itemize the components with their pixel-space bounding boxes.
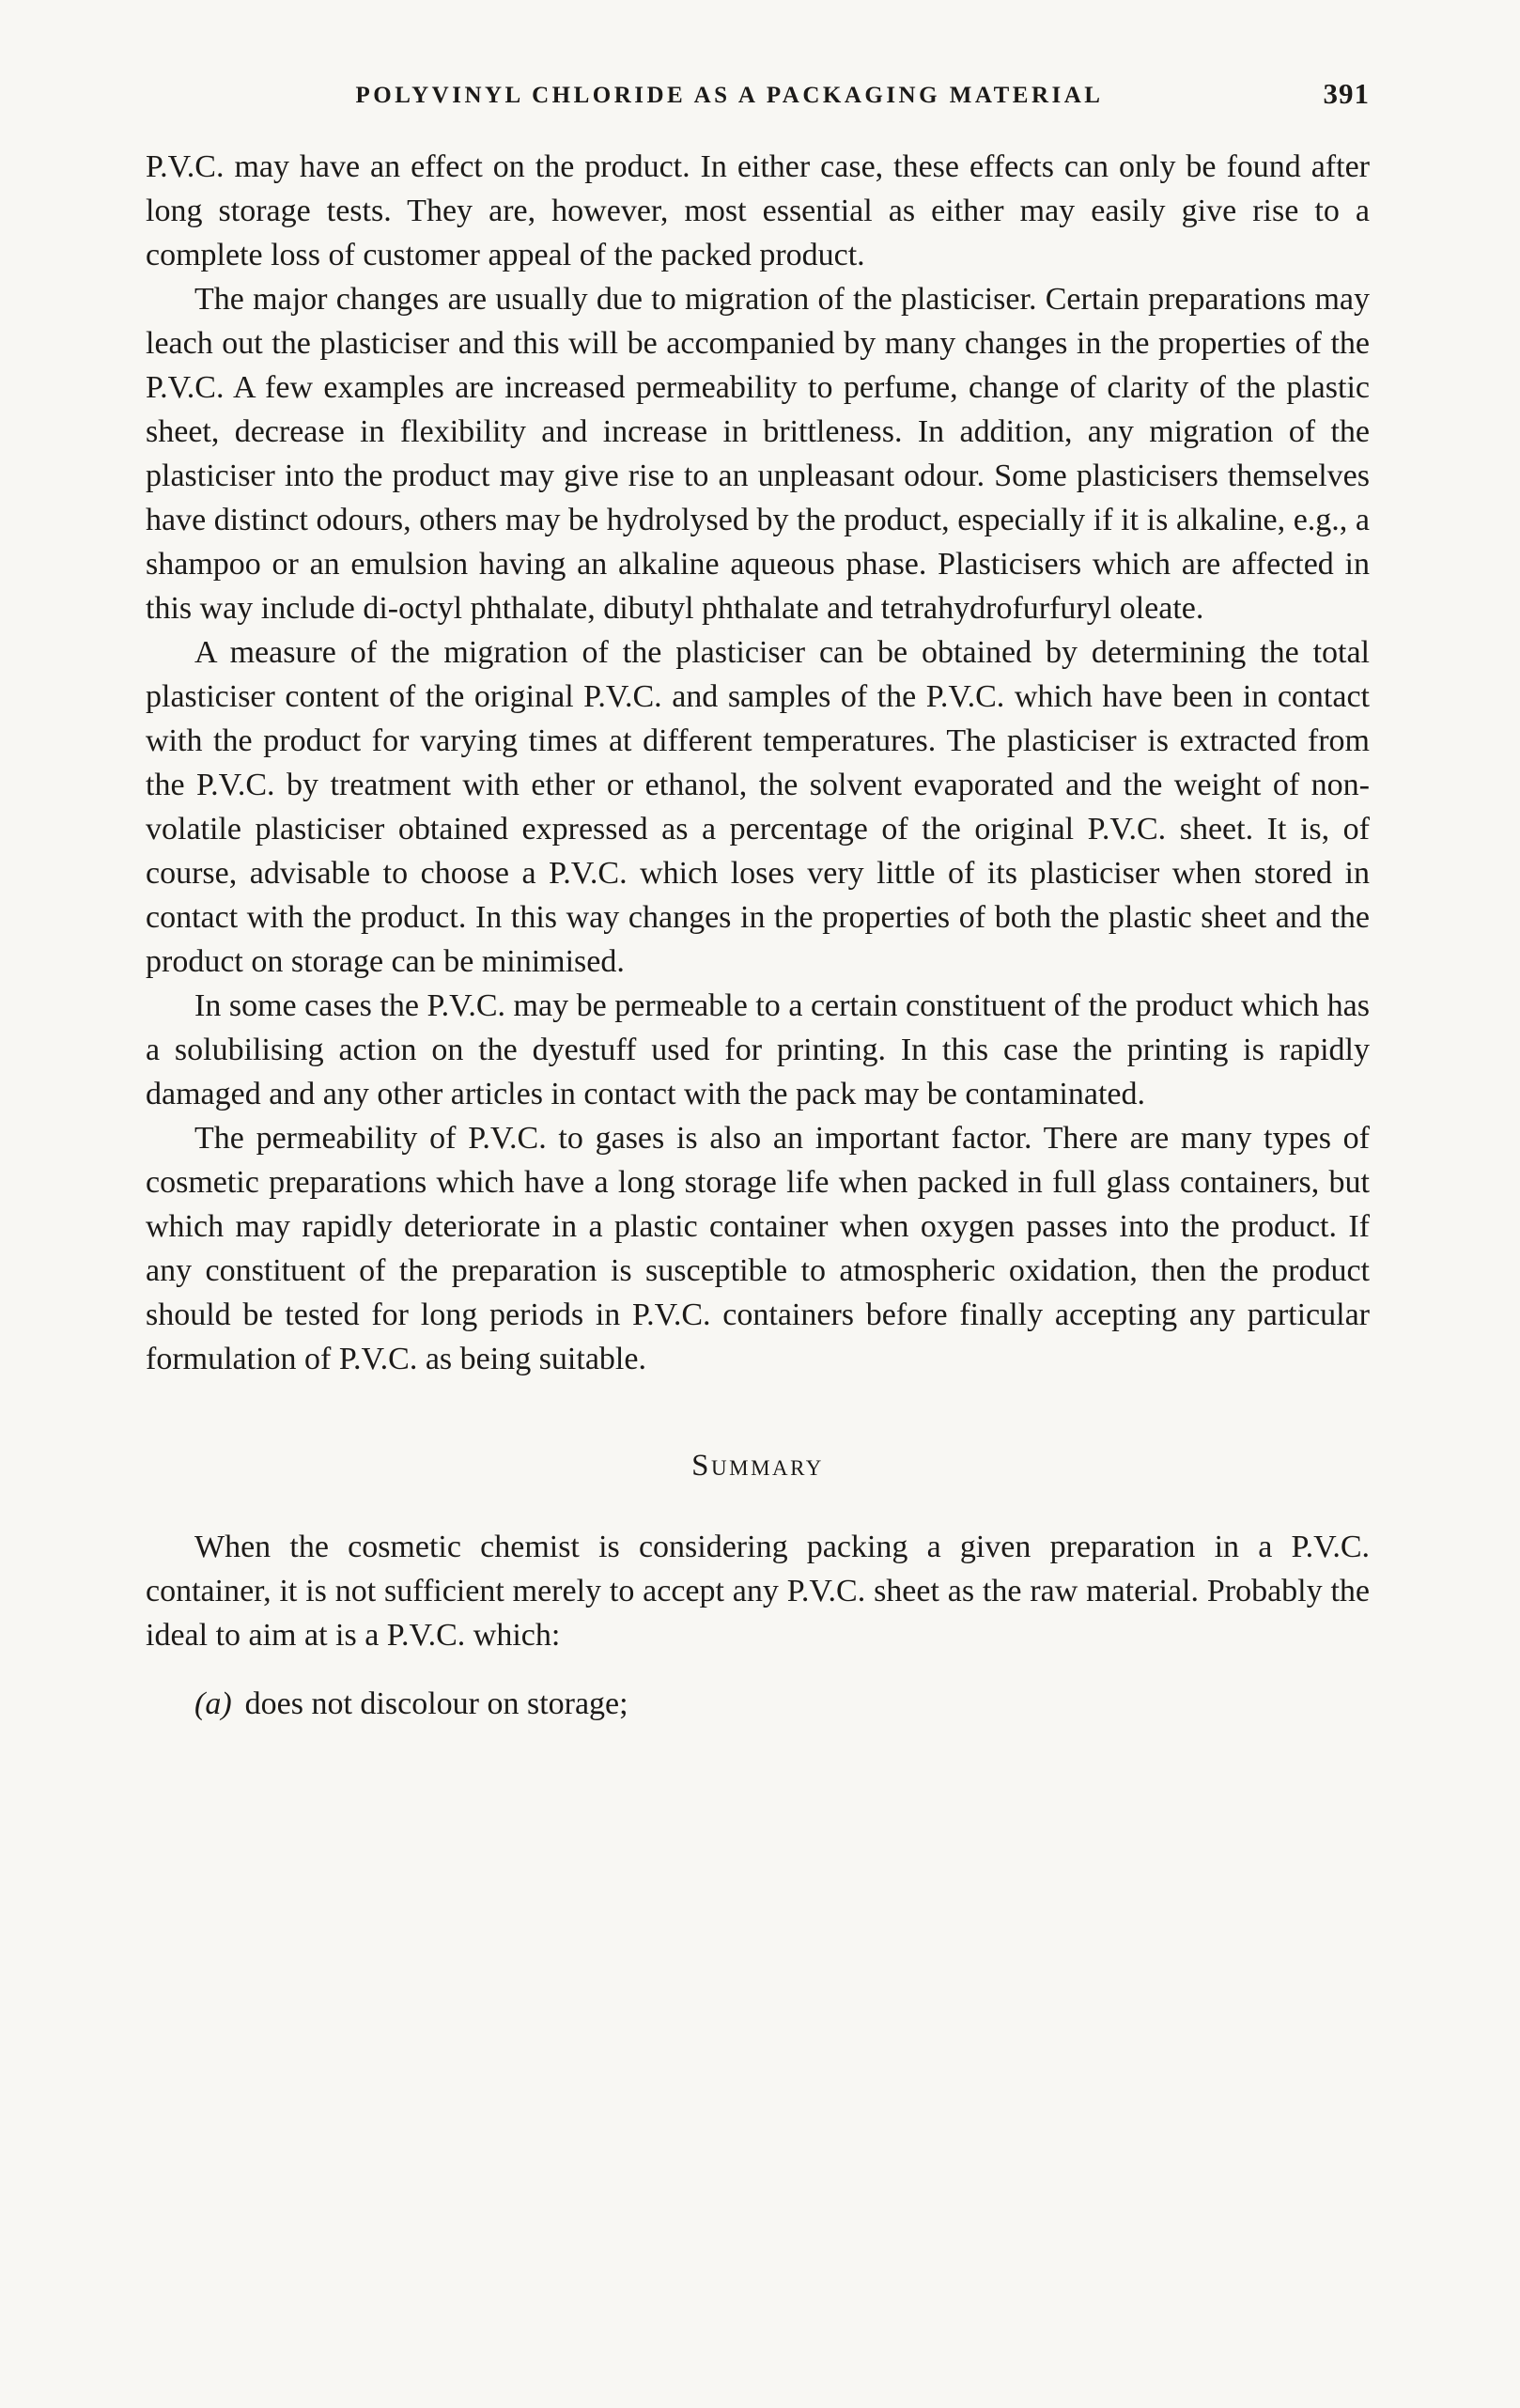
page-number: 391 bbox=[1323, 77, 1370, 110]
paragraph-summary: When the cosmetic chemist is considering packing a given preparation in a P.V.C. container, it is not sufficient merely to accept any P.V.C. sheet as the raw material. Probably the ideal to aim at is a P.V.C. which: bbox=[146, 1530, 1370, 1653]
list-item-text: does not discolour on storage; bbox=[244, 1686, 628, 1721]
list-item bbox=[146, 1682, 1370, 1726]
paragraph-migration-measure: A measure of the migration of the plasticiser can be obtained by determining the total plasticiser content of the original P.V.C. and samples of the P.V.C. which have been in contact with the product for varying times at different temperatures. The plasticiser is extracted from the P.V.C. by treatment with ether or ethanol, the solvent evaporated and the weight of non-volatile plasticiser obtained expressed as a percentage of the original P.V.C. sheet. It is, of course, advisable to choose a P.V.C. which loses very little of its plasticiser when stored in contact with the product. In this way changes in the properties of both the plastic sheet and the product on storage can be minimised. bbox=[146, 635, 1370, 979]
paragraph-gas-permeability: The permeability of P.V.C. to gases is also an important factor. There are many types of cosmetic preparations which have a long storage life when packed in full glass containers, but which may rapidly deteriorate in a plastic container when oxygen passes into the product. If any constituent of the preparation is susceptible to atmospheric oxidation, then the product should be tested for long periods in P.V.C. containers before finally accepting any particular formulation of P.V.C. as being suitable. bbox=[146, 1121, 1370, 1376]
running-header bbox=[146, 77, 1370, 120]
summary-heading: Summary bbox=[691, 1449, 824, 1483]
paragraph-continuation: P.V.C. may have an effect on the product. In either case, these effects can only be found after long storage tests. They are, however, most essential as either may easily give rise to a complete loss of customer appeal of the packed product. bbox=[146, 149, 1370, 272]
paragraph-plasticiser-migration: The major changes are usually due to migration of the plasticiser. Certain preparations may leach out the plasticiser and this will be accompanied by many changes in the properties of the P.V.C. A few examples are increased permeability to perfume, change of clarity of the plastic sheet, decrease in flexibility and increase in brittleness. In addition, any migration of the plasticiser into the product may give rise to an unpleasant odour. Some plasticisers themselves have distinct odours, others may be hydrolysed by the product, especially if it is alkaline, e.g., a shampoo or an emulsion having an alkaline aqueous phase. Plasticisers which are affected in this way include di-octyl phthalate, dibutyl phthalate and tetrahydrofurfuryl oleate. bbox=[146, 282, 1370, 626]
list-item-marker: (a) bbox=[194, 1686, 232, 1721]
paragraph-permeable-constituent: In some cases the P.V.C. may be permeable to a certain constituent of the product which has a solubilising action on the dyestuff used for printing. In this case the printing is rapidly damaged and any other articles in contact with the pack may be contaminated. bbox=[146, 988, 1370, 1111]
running-header-title: POLYVINYL CHLORIDE AS A PACKAGING MATERIAL bbox=[355, 83, 1104, 108]
page-body bbox=[146, 145, 1370, 1726]
